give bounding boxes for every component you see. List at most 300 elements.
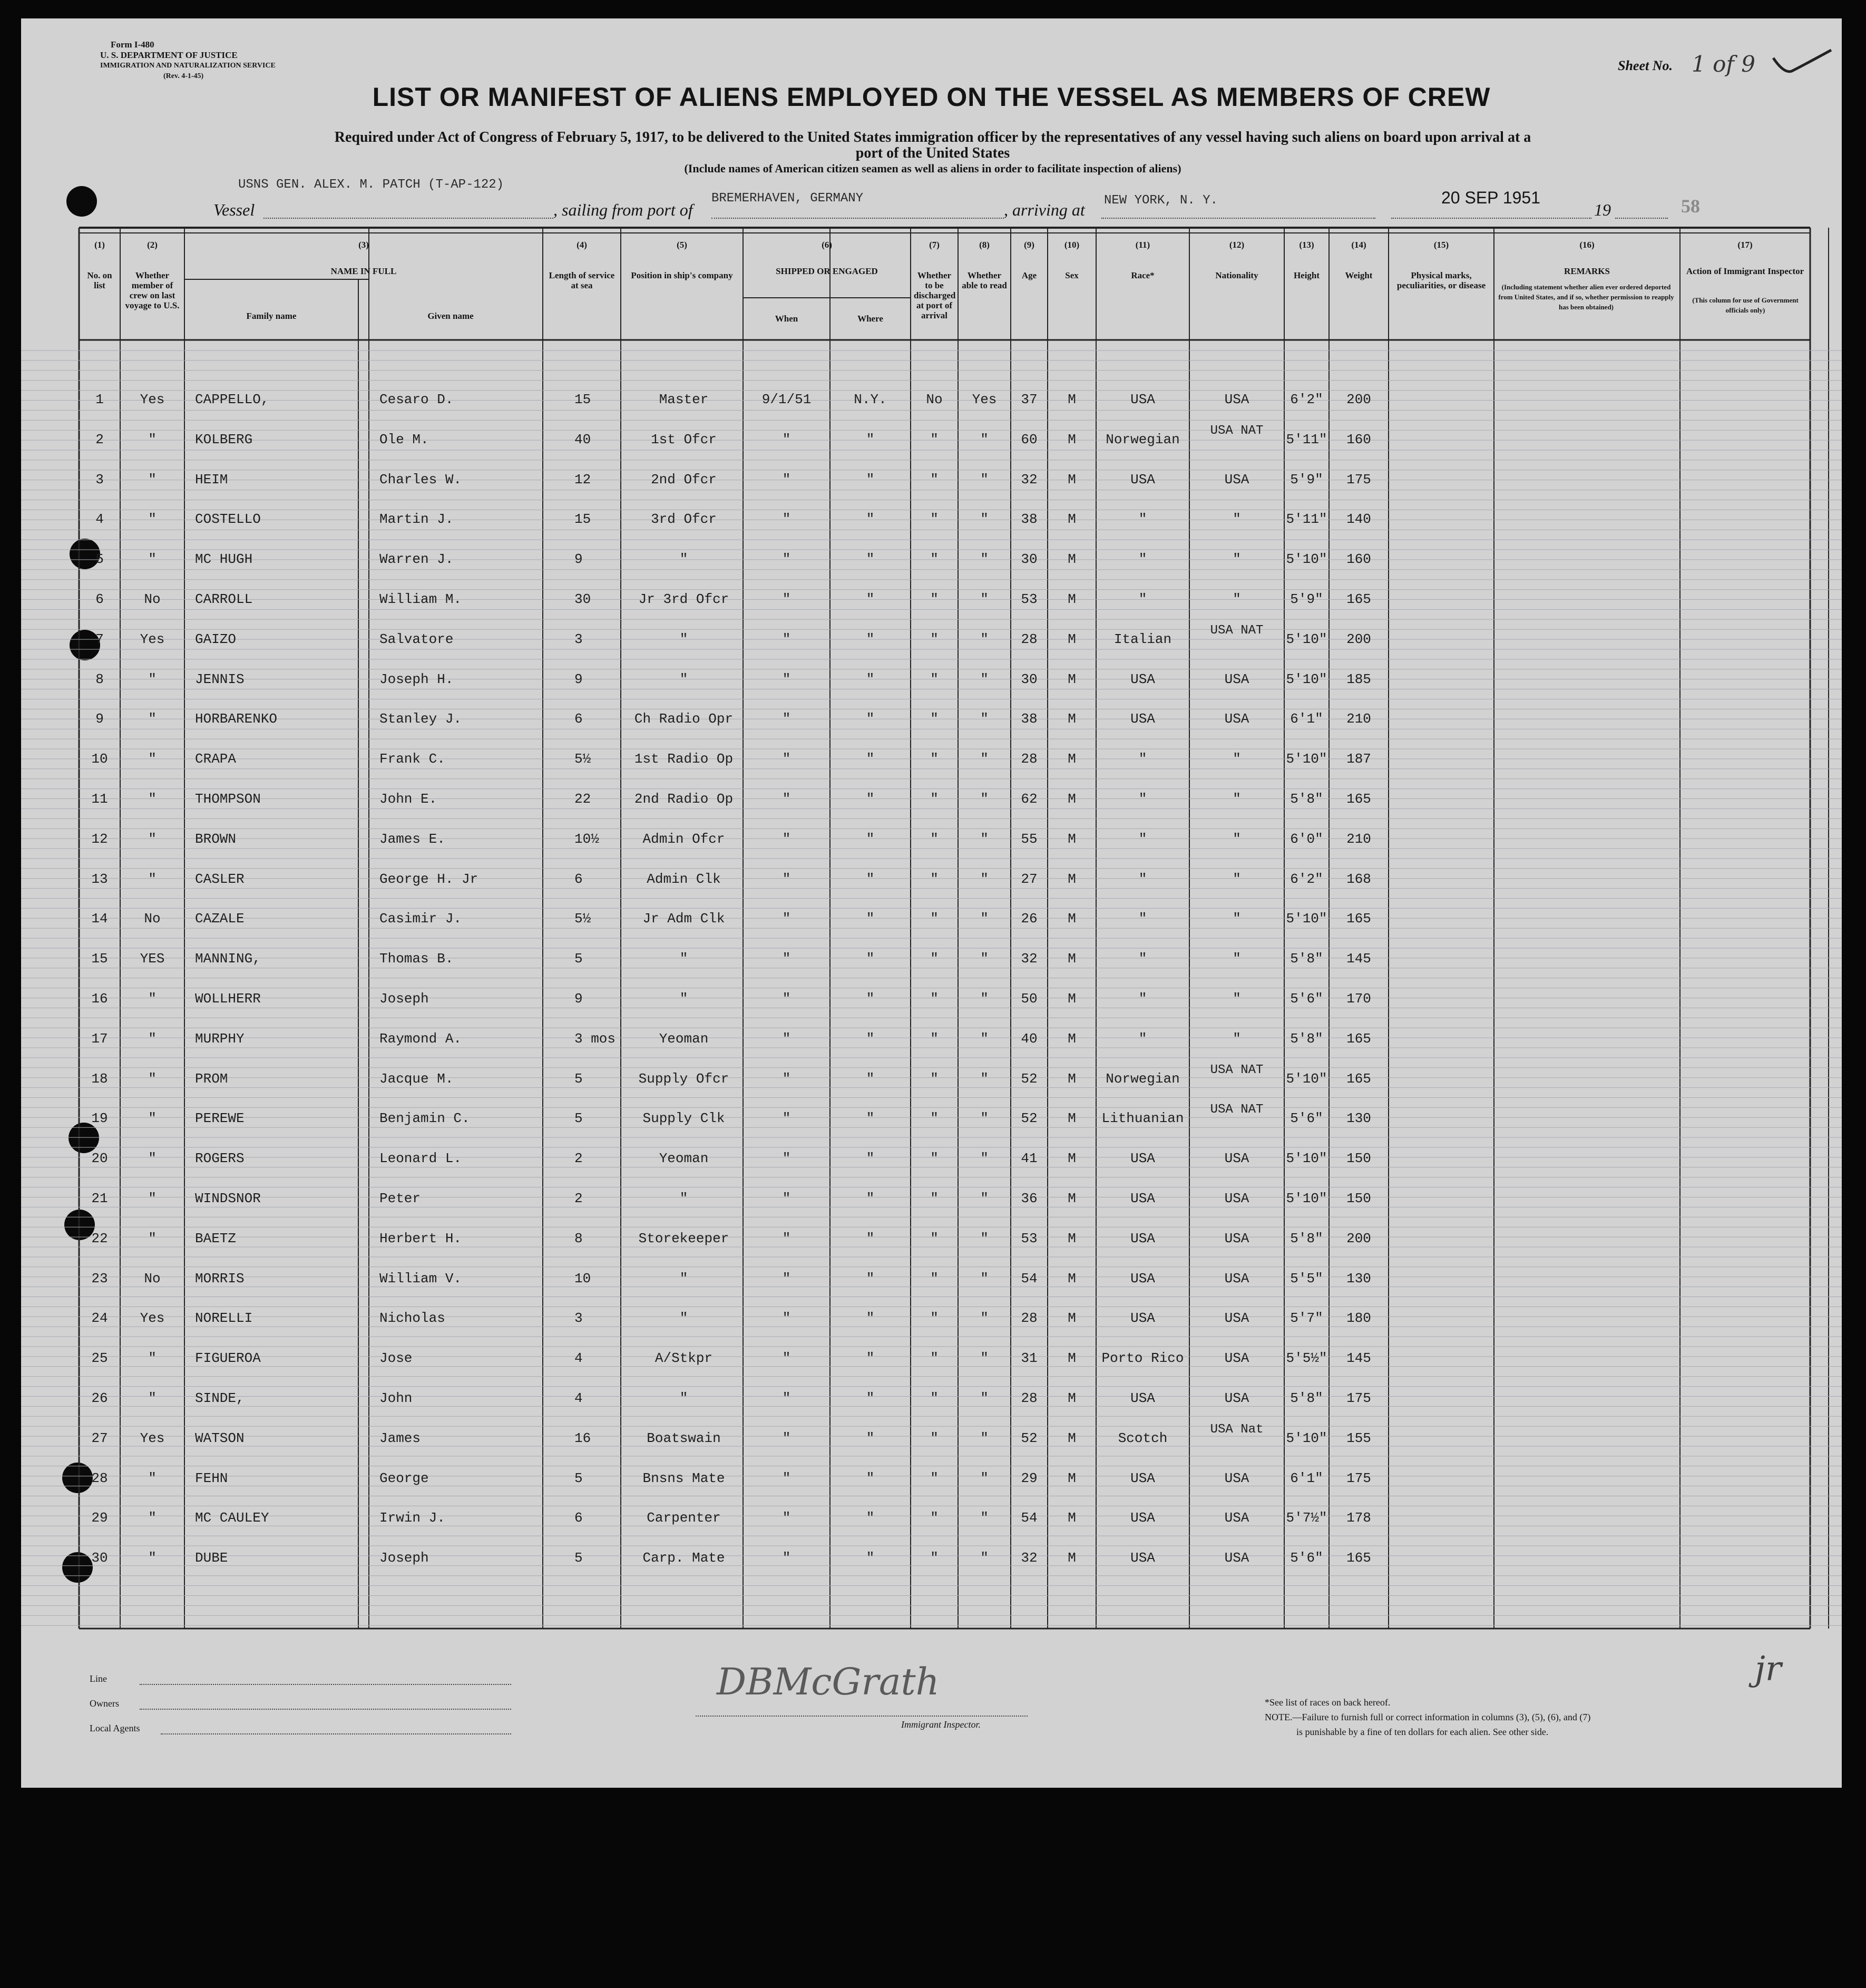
cell-where: N.Y. [854, 392, 887, 407]
cell-given-name: Martin J. [379, 511, 454, 528]
cell-no: 4 [95, 511, 104, 528]
cell-height: 6'2" [1290, 871, 1323, 887]
cell-race: Italian [1113, 631, 1172, 647]
cell-service: 4 [574, 1350, 583, 1367]
cell-family-name: MANNING, [195, 951, 261, 967]
cell-where: " [866, 1390, 875, 1406]
cell-nationality: USA [1224, 1230, 1249, 1246]
cell-height: 5'6" [1290, 1550, 1323, 1566]
cell-discharged: " [930, 1230, 939, 1246]
cell-last-voyage: " [148, 1110, 157, 1127]
cell-discharged: " [930, 1550, 939, 1566]
cell-last-voyage: " [148, 831, 157, 847]
cell-age: 41 [1021, 1151, 1038, 1167]
cell-height: 5'10" [1286, 1191, 1327, 1206]
cell-read: " [980, 1151, 989, 1167]
cell-sex: M [1068, 871, 1076, 887]
cell-discharged: " [930, 1151, 939, 1167]
cell-height: 6'1" [1290, 711, 1323, 727]
col-position-label: Position in ship's company [631, 270, 733, 280]
cell-where: " [866, 1191, 875, 1206]
cell-weight: 155 [1346, 1430, 1371, 1446]
cell-sex: M [1068, 1030, 1076, 1047]
cell-family-name: WINDSNOR [195, 1191, 261, 1206]
cell-given-name: Benjamin C. [379, 1110, 470, 1127]
sheet-label: Sheet No. [1618, 58, 1673, 73]
cell-when: " [782, 591, 791, 607]
cell-read: " [980, 1550, 989, 1566]
cell-service: 5½ [574, 911, 591, 927]
col-shipped-engaged-label: SHIPPED OR ENGAGED [776, 266, 878, 276]
cell-service: 9 [574, 671, 583, 687]
cell-nationality: USA [1224, 392, 1249, 407]
cell-given-name: Joseph [379, 991, 429, 1007]
cell-service: 5½ [574, 751, 591, 767]
cell-weight: 165 [1346, 1550, 1371, 1566]
cell-nationality: " [1233, 591, 1241, 607]
cell-sex: M [1068, 591, 1076, 607]
cell-position: 2nd Ofcr [651, 471, 717, 488]
manifest-sheet [21, 18, 1842, 1788]
cell-age: 28 [1021, 1390, 1038, 1406]
cell-where: " [866, 1230, 875, 1246]
col-nationality-label: Nationality [1215, 270, 1258, 280]
col-age-label: Age [1021, 270, 1037, 280]
cell-where: " [866, 1310, 875, 1327]
cell-age: 53 [1021, 591, 1038, 607]
cell-weight: 210 [1346, 831, 1371, 847]
cell-sex: M [1068, 1310, 1076, 1327]
cell-where: " [866, 991, 875, 1007]
cell-family-name: CAZALE [195, 911, 245, 927]
cell-discharged: " [930, 951, 939, 967]
cell-sex: M [1068, 951, 1076, 967]
cell-race: " [1138, 991, 1147, 1007]
cell-read: " [980, 791, 989, 807]
cell-height: 5'7" [1290, 1310, 1323, 1327]
col-race-number: (11) [1135, 240, 1150, 250]
cell-family-name: KOLBERG [195, 431, 253, 447]
cell-height: 5'8" [1290, 791, 1323, 807]
col-no-on-list-label: No. on list [87, 270, 112, 290]
cell-discharged: " [930, 831, 939, 847]
cell-when: " [782, 991, 791, 1007]
cell-sex: M [1068, 1070, 1076, 1087]
cell-age: 29 [1021, 1470, 1038, 1486]
col-inspector-action-label: Action of Immigrant Inspector [1686, 266, 1804, 276]
cell-family-name: PROM [195, 1070, 228, 1087]
cell-no: 12 [91, 831, 108, 847]
cell-where: " [866, 431, 875, 447]
cell-race: USA [1130, 1230, 1155, 1246]
cell-where: " [866, 1270, 875, 1287]
note-races: *See list of races on back hereof. [1265, 1697, 1391, 1708]
cell-last-voyage: Yes [140, 392, 165, 407]
cell-nationality: USA [1224, 1310, 1249, 1327]
cell-read: " [980, 1070, 989, 1087]
cell-weight: 175 [1346, 1470, 1371, 1486]
inspector-label: Immigrant Inspector. [901, 1719, 981, 1730]
cell-when: " [782, 631, 791, 647]
cell-nationality: " [1233, 1030, 1241, 1047]
cell-age: 36 [1021, 1191, 1038, 1206]
cell-sex: M [1068, 631, 1076, 647]
cell-read: " [980, 1470, 989, 1486]
cell-discharged: " [930, 1110, 939, 1127]
cell-where: " [866, 551, 875, 568]
cell-height: 5'10" [1286, 751, 1327, 767]
cell-read: " [980, 511, 989, 528]
form-number: Form I-480 [111, 40, 154, 50]
cell-position: Carp. Mate [642, 1550, 725, 1566]
cell-where: " [866, 1070, 875, 1087]
revision: (Rev. 4-1-45) [163, 72, 204, 80]
col-height-label: Height [1293, 270, 1320, 280]
cell-where: " [866, 1110, 875, 1127]
arriving-label: , arriving at [1004, 200, 1085, 219]
cell-weight: 200 [1346, 631, 1371, 647]
cell-weight: 150 [1346, 1191, 1371, 1206]
cell-sex: M [1068, 1510, 1076, 1526]
cell-weight: 168 [1346, 871, 1371, 887]
cell-race: USA [1130, 1191, 1155, 1206]
cell-discharged: " [930, 1350, 939, 1367]
cell-where: " [866, 1510, 875, 1526]
cell-service: 12 [574, 471, 591, 488]
cell-position: Admin Clk [647, 871, 721, 887]
cell-service: 8 [574, 1230, 583, 1246]
cell-no: 25 [91, 1350, 108, 1367]
cell-given-name: Frank C. [379, 751, 445, 767]
cell-position: 3rd Ofcr [651, 511, 717, 528]
cell-race: Porto Rico [1101, 1350, 1184, 1367]
cell-given-name: Nicholas [379, 1310, 445, 1327]
cell-no: 15 [91, 951, 108, 967]
cell-no: 22 [91, 1230, 108, 1246]
col-remarks-note: (Including statement whether alien ever ordered deported from United States, and if so, whether permission to reapply has been obtained) [1498, 283, 1674, 311]
cell-read: " [980, 991, 989, 1007]
col-able-to-read-label: Whether able to read [962, 270, 1007, 290]
cell-given-name: George [379, 1470, 429, 1486]
cell-when: " [782, 1470, 791, 1486]
cell-weight: 175 [1346, 1390, 1371, 1406]
cell-no: 27 [91, 1430, 108, 1446]
cell-nationality: " [1233, 511, 1241, 528]
cell-service: 5 [574, 951, 583, 967]
cell-given-name: Warren J. [379, 551, 454, 568]
cell-where: " [866, 1030, 875, 1047]
cell-race: USA [1130, 1470, 1155, 1486]
cell-read: " [980, 871, 989, 887]
cell-when: " [782, 671, 791, 687]
cell-no: 26 [91, 1390, 108, 1406]
cell-nationality: USA [1224, 1350, 1249, 1367]
cell-last-voyage: " [148, 791, 157, 807]
cell-no: 10 [91, 751, 108, 767]
cell-height: 5'6" [1290, 1110, 1323, 1127]
cell-nationality: USA [1224, 1550, 1249, 1566]
cell-height: 5'5" [1290, 1270, 1323, 1287]
cell-nationality: " [1233, 871, 1241, 887]
cell-position: Admin Ofcr [642, 831, 725, 847]
cell-discharged: " [930, 1070, 939, 1087]
cell-race: USA [1130, 1510, 1155, 1526]
cell-read: " [980, 751, 989, 767]
cell-race: USA [1130, 1151, 1155, 1167]
cell-service: 3 [574, 1310, 583, 1327]
cell-race: " [1138, 1030, 1147, 1047]
cell-height: 5'10" [1286, 1430, 1327, 1446]
cell-height: 5'9" [1290, 591, 1323, 607]
cell-sex: M [1068, 1430, 1076, 1446]
cell-no: 5 [95, 551, 104, 568]
cell-service: 5 [574, 1110, 583, 1127]
cell-family-name: THOMPSON [195, 791, 261, 807]
cell-race: USA [1130, 471, 1155, 488]
cell-weight: 165 [1346, 791, 1371, 807]
cell-last-voyage: " [148, 1030, 157, 1047]
cell-sex: M [1068, 911, 1076, 927]
cell-weight: 170 [1346, 991, 1371, 1007]
cell-where: " [866, 1350, 875, 1367]
cell-last-voyage: " [148, 1550, 157, 1566]
col-last-voyage-number: (2) [147, 240, 158, 250]
cell-given-name: John E. [379, 791, 437, 807]
cell-position: " [679, 951, 688, 967]
cell-position: " [679, 1270, 688, 1287]
cell-family-name: SINDE, [195, 1390, 245, 1406]
cell-when: " [782, 471, 791, 488]
cell-family-name: MORRIS [195, 1270, 245, 1287]
cell-no: 29 [91, 1510, 108, 1526]
cell-last-voyage: " [148, 511, 157, 528]
col-inspector-action-number: (17) [1737, 240, 1753, 250]
col-name-in-full-number: (3) [358, 240, 369, 250]
cell-race: " [1138, 791, 1147, 807]
cell-age: 32 [1021, 471, 1038, 488]
col-shipped-engaged-number: (6) [822, 240, 832, 250]
stamp-number: 58 [1681, 196, 1700, 217]
cell-last-voyage: No [144, 1270, 161, 1287]
col-race-label: Race* [1131, 270, 1155, 280]
cell-read: " [980, 1510, 989, 1526]
vessel-name: USNS GEN. ALEX. M. PATCH (T-AP-122) [238, 178, 504, 192]
cell-nationality: USA [1224, 671, 1249, 687]
cell-race: USA [1130, 1550, 1155, 1566]
cell-race: " [1138, 511, 1147, 528]
cell-discharged: No [926, 392, 943, 407]
cell-weight: 150 [1346, 1151, 1371, 1167]
cell-race: " [1138, 551, 1147, 568]
cell-height: 5'8" [1290, 951, 1323, 967]
cell-age: 27 [1021, 871, 1038, 887]
cell-when: " [782, 831, 791, 847]
cell-family-name: BROWN [195, 831, 237, 847]
cell-service: 10 [574, 1270, 591, 1287]
cell-height: 5'7½" [1286, 1510, 1327, 1526]
cell-family-name: FIGUEROA [195, 1350, 261, 1367]
cell-age: 54 [1021, 1270, 1038, 1287]
cell-no: 23 [91, 1270, 108, 1287]
arrival-date: 20 SEP 1951 [1441, 188, 1541, 207]
cell-height: 6'0" [1290, 831, 1323, 847]
cell-discharged: " [930, 791, 939, 807]
cell-nationality: USA Nat [1210, 1422, 1264, 1437]
cell-position: Ch Radio Opr [634, 711, 734, 727]
cell-family-name: CRAPA [195, 751, 237, 767]
cell-family-name: WATSON [195, 1430, 245, 1446]
cell-where: " [866, 711, 875, 727]
cell-discharged: " [930, 1430, 939, 1446]
cell-last-voyage: " [148, 1070, 157, 1087]
col-discharged-label: Whether to be discharged at port of arrival [914, 270, 956, 320]
initials: jr [1755, 1650, 1782, 1689]
cell-nationality: USA [1224, 1470, 1249, 1486]
cell-where: " [866, 1550, 875, 1566]
cell-age: 38 [1021, 711, 1038, 727]
cell-read: " [980, 1390, 989, 1406]
cell-last-voyage: " [148, 711, 157, 727]
cell-weight: 165 [1346, 1030, 1371, 1047]
cell-where: " [866, 831, 875, 847]
col-sex-label: Sex [1065, 270, 1079, 280]
cell-read: " [980, 431, 989, 447]
cell-no: 28 [91, 1470, 108, 1486]
cell-read: " [980, 1191, 989, 1206]
cell-given-name: Ole M. [379, 431, 429, 447]
cell-given-name: Irwin J. [379, 1510, 445, 1526]
cell-given-name: Herbert H. [379, 1230, 462, 1246]
cell-age: 50 [1021, 991, 1038, 1007]
cell-nationality: USA [1224, 711, 1249, 727]
cell-position: " [679, 991, 688, 1007]
cell-read: " [980, 551, 989, 568]
cell-nationality: USA [1224, 1270, 1249, 1287]
col-length-service-number: (4) [577, 240, 587, 250]
cell-position: Supply Ofcr [638, 1070, 729, 1087]
cell-given-name: Thomas B. [379, 951, 454, 967]
cell-given-name: Jose [379, 1350, 413, 1367]
cell-race: " [1138, 871, 1147, 887]
cell-when: " [782, 911, 791, 927]
col-remarks-label: REMARKS [1564, 266, 1610, 276]
cell-nationality: " [1233, 831, 1241, 847]
cell-service: 40 [574, 431, 591, 447]
cell-no: 13 [91, 871, 108, 887]
cell-age: 53 [1021, 1230, 1038, 1246]
cell-last-voyage: " [148, 1470, 157, 1486]
cell-service: 3 [574, 631, 583, 647]
cell-when: " [782, 1151, 791, 1167]
cell-given-name: James E. [379, 831, 445, 847]
cell-given-name: William V. [379, 1270, 462, 1287]
cell-age: 52 [1021, 1430, 1038, 1446]
cell-sex: M [1068, 1110, 1076, 1127]
cell-no: 16 [91, 991, 108, 1007]
cell-position: Jr 3rd Ofcr [638, 591, 729, 607]
year-prefix: 19 [1594, 200, 1611, 219]
cell-service: 6 [574, 871, 583, 887]
cell-age: 37 [1021, 392, 1038, 407]
cell-nationality: " [1233, 791, 1241, 807]
cell-nationality: " [1233, 991, 1241, 1007]
cell-when: " [782, 431, 791, 447]
cell-weight: 185 [1346, 671, 1371, 687]
cell-discharged: " [930, 671, 939, 687]
cell-position: A/Stkpr [654, 1350, 713, 1367]
cell-race: USA [1130, 1390, 1155, 1406]
cell-race: " [1138, 911, 1147, 927]
cell-where: " [866, 951, 875, 967]
sailing-port: BREMERHAVEN, GERMANY [711, 191, 864, 206]
cell-family-name: CARROLL [195, 591, 253, 607]
cell-service: 6 [574, 711, 583, 727]
cell-read: " [980, 1350, 989, 1367]
cell-nationality: USA NAT [1210, 623, 1264, 638]
cell-no: 6 [95, 591, 104, 607]
cell-race: Norwegian [1106, 431, 1180, 447]
cell-age: 28 [1021, 1310, 1038, 1327]
cell-age: 28 [1021, 751, 1038, 767]
cell-weight: 187 [1346, 751, 1371, 767]
cell-nationality: " [1233, 951, 1241, 967]
cell-position: Yeoman [659, 1151, 709, 1167]
cell-sex: M [1068, 671, 1076, 687]
cell-race: USA [1130, 1310, 1155, 1327]
cell-race: USA [1130, 392, 1155, 407]
cell-discharged: " [930, 751, 939, 767]
cell-height: 5'8" [1290, 1390, 1323, 1406]
cell-nationality: USA NAT [1210, 1063, 1264, 1077]
cell-height: 5'10" [1286, 551, 1327, 568]
cell-discharged: " [930, 1390, 939, 1406]
cell-position: Jr Adm Clk [642, 911, 725, 927]
cell-read: " [980, 631, 989, 647]
cell-family-name: ROGERS [195, 1151, 245, 1167]
cell-sex: M [1068, 711, 1076, 727]
cell-given-name: Jacque M. [379, 1070, 454, 1087]
cell-no: 17 [91, 1030, 108, 1047]
cell-sex: M [1068, 431, 1076, 447]
cell-given-name: Raymond A. [379, 1030, 462, 1047]
cell-discharged: " [930, 631, 939, 647]
cell-race: USA [1130, 1270, 1155, 1287]
cell-read: " [980, 1110, 989, 1127]
cell-position: Supply Clk [642, 1110, 725, 1127]
cell-race: Norwegian [1106, 1070, 1180, 1087]
cell-discharged: " [930, 431, 939, 447]
cell-nationality: USA [1224, 1151, 1249, 1167]
cell-weight: 165 [1346, 1070, 1371, 1087]
cell-no: 14 [91, 911, 108, 927]
cell-no: 19 [91, 1110, 108, 1127]
cell-service: 9 [574, 551, 583, 568]
cell-race: " [1138, 751, 1147, 767]
cell-weight: 165 [1346, 591, 1371, 607]
cell-last-voyage: " [148, 1230, 157, 1246]
cell-position: Carpenter [647, 1510, 721, 1526]
cell-read: " [980, 1270, 989, 1287]
cell-position: " [679, 1191, 688, 1206]
col-last-voyage-label: Whether member of crew on last voyage to U.S. [125, 270, 180, 310]
cell-height: 5'11" [1286, 431, 1327, 447]
cell-family-name: WOLLHERR [195, 991, 261, 1007]
col-remarks-number: (16) [1579, 240, 1595, 250]
cell-sex: M [1068, 751, 1076, 767]
cell-weight: 165 [1346, 911, 1371, 927]
cell-last-voyage: Yes [140, 1430, 165, 1446]
cell-height: 5'11" [1286, 511, 1327, 528]
